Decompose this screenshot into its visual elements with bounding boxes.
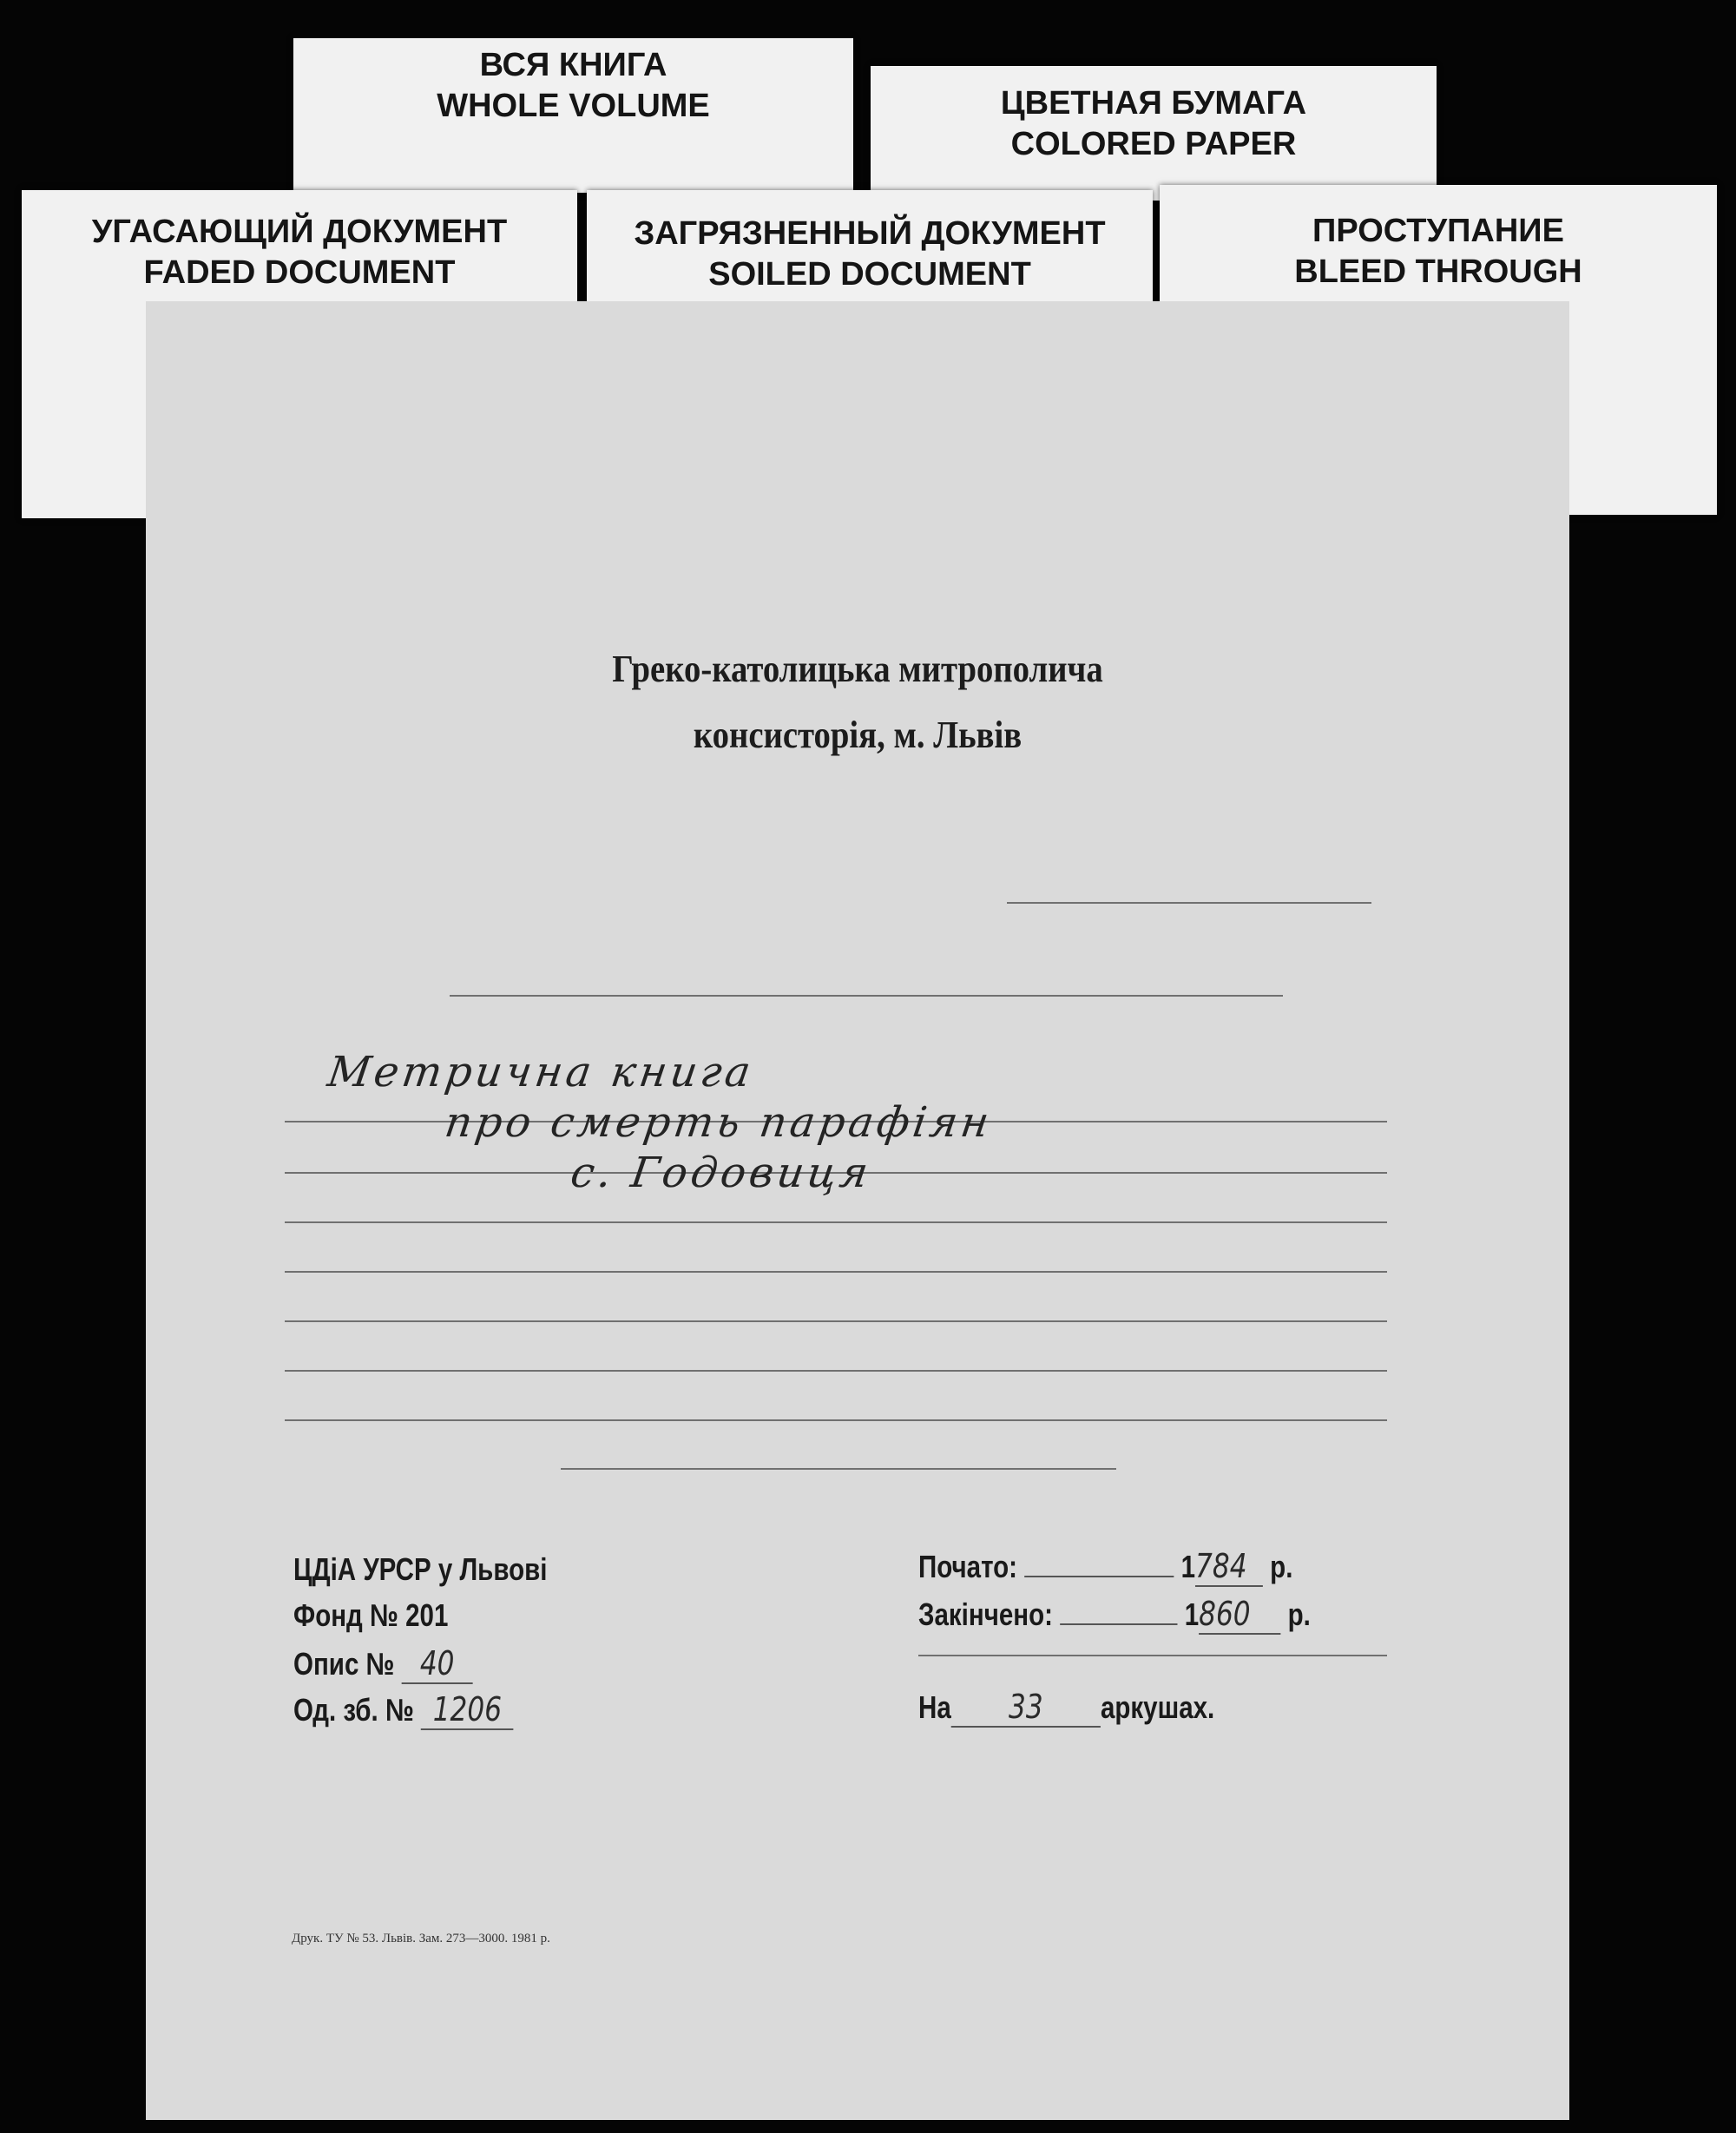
odzb-label: Од. зб. № bbox=[293, 1692, 414, 1728]
tab-colored-paper-en: COLORED PAPER bbox=[1010, 125, 1297, 162]
cover-title-line-2: консисторія, м. Львів bbox=[693, 714, 1023, 756]
rule-line bbox=[285, 1221, 1387, 1223]
cover-title-line-1: Греко-католицька митрополича bbox=[612, 648, 1103, 690]
tab-soiled-document bbox=[587, 190, 1153, 312]
handwritten-line-3: с. Годовиця bbox=[568, 1149, 875, 1197]
handwritten-line-1: Метрична книга bbox=[325, 1048, 758, 1096]
sheets-prefix: На bbox=[918, 1689, 951, 1725]
tab-soiled-document-en: SOILED DOCUMENT bbox=[708, 255, 1031, 293]
odzb-value: 1206 bbox=[432, 1690, 503, 1728]
tab-faded-document-ru: УГАСАЮЩИЙ ДОКУМЕНТ bbox=[91, 214, 508, 250]
opys-field bbox=[293, 1644, 473, 1684]
tab-bleed-through-ru: ПРОСТУПАНИЕ bbox=[1312, 213, 1564, 249]
tab-whole-volume-ru: ВСЯ КНИГА bbox=[479, 47, 667, 83]
tab-faded-document-en: FADED DOCUMENT bbox=[143, 253, 456, 291]
rule-line bbox=[285, 1320, 1387, 1322]
cover-sheet bbox=[146, 301, 1569, 2120]
sheets-suffix: аркушах. bbox=[1100, 1689, 1215, 1725]
archive-name: ЦДіА УРСР у Львові bbox=[293, 1551, 548, 1587]
sheets-value: 33 bbox=[1009, 1688, 1043, 1726]
finished-value: 860 bbox=[1199, 1595, 1251, 1633]
rule-line bbox=[285, 1419, 1387, 1421]
rule-line bbox=[918, 1655, 1387, 1656]
fond-field bbox=[293, 1597, 448, 1634]
started-value: 784 bbox=[1195, 1547, 1247, 1585]
sheets-field bbox=[918, 1688, 1214, 1728]
finished-label: Закінчено: bbox=[918, 1596, 1053, 1632]
started-prefix: 1 bbox=[1180, 1549, 1196, 1584]
fond-number: № 201 bbox=[370, 1597, 449, 1633]
tab-colored-paper bbox=[871, 66, 1437, 201]
started-field bbox=[918, 1547, 1292, 1587]
finished-suffix: р. bbox=[1287, 1596, 1311, 1632]
started-label: Почато: bbox=[918, 1549, 1018, 1584]
started-suffix: р. bbox=[1270, 1549, 1293, 1584]
fond-label: Фонд bbox=[293, 1597, 363, 1633]
rule-line bbox=[285, 1271, 1387, 1273]
opys-label: Опис № bbox=[293, 1646, 395, 1682]
tab-bleed-through-en: BLEED THROUGH bbox=[1294, 253, 1582, 290]
tab-whole-volume bbox=[293, 38, 853, 193]
rule-line bbox=[285, 1370, 1387, 1372]
opys-value: 40 bbox=[419, 1644, 455, 1682]
rule-line bbox=[1007, 902, 1371, 904]
rule-line bbox=[561, 1468, 1116, 1470]
finished-field bbox=[918, 1595, 1311, 1635]
tab-whole-volume-en: WHOLE VOLUME bbox=[437, 87, 710, 124]
printer-imprint: Друк. ТУ № 53. Львів. Зам. 273—3000. 1981 р. bbox=[292, 1932, 550, 1945]
finished-prefix: 1 bbox=[1184, 1596, 1200, 1632]
odzb-field bbox=[293, 1690, 514, 1730]
tab-soiled-document-ru: ЗАГРЯЗНЕННЫЙ ДОКУМЕНТ bbox=[634, 215, 1106, 252]
rule-line bbox=[450, 995, 1283, 997]
handwritten-line-2: про смерть парафіян bbox=[442, 1098, 996, 1147]
tab-colored-paper-ru: ЦВЕТНАЯ БУМАГА bbox=[1000, 85, 1307, 122]
